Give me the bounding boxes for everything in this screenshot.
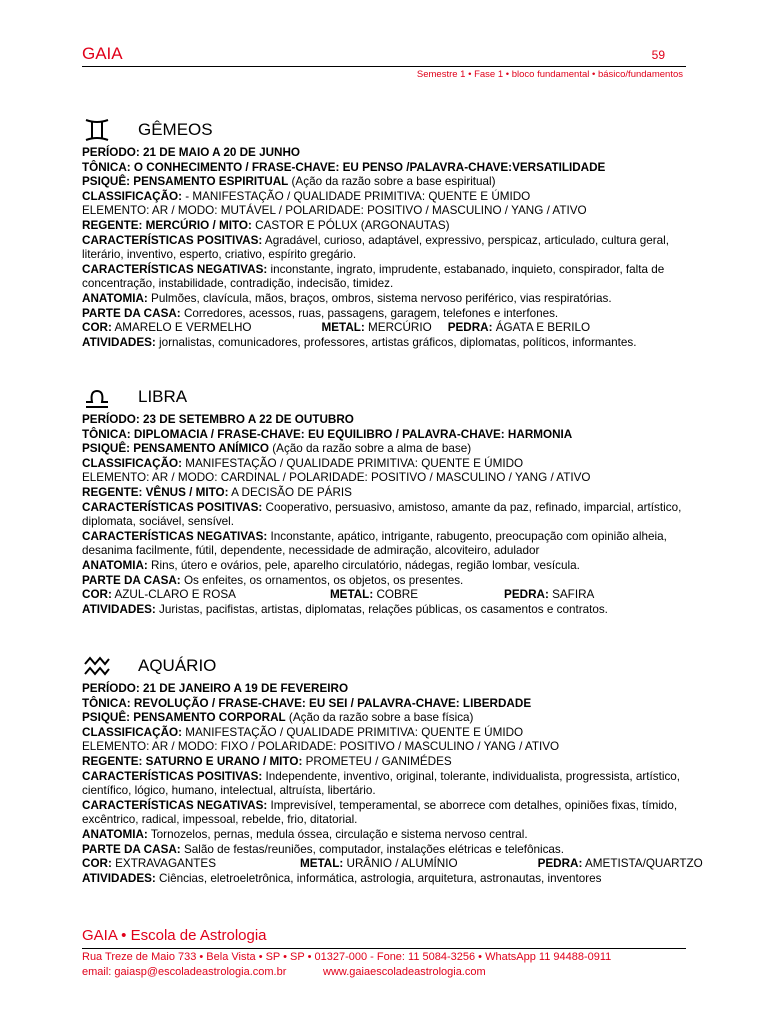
casa-line: PARTE DA CASA: Salão de festas/reuniões, computador, instalações elétricas e telefônicas. — [82, 842, 565, 856]
regente-line: REGENTE: SATURNO E URANO / MITO: PROMETEU / GANIMÉDES — [82, 754, 452, 768]
sign-section-gemini — [82, 116, 692, 350]
sign-heading — [82, 652, 692, 680]
tonica-line: TÔNICA: DIPLOMACIA / FRASE-CHAVE: EU EQUILIBRO / PALAVRA-CHAVE: HARMONIA — [82, 427, 573, 441]
header-subtitle: Semestre 1 • Fase 1 • bloco fundamental • básico/fundamentos — [416, 69, 683, 80]
footer-title: GAIA • Escola de Astrologia — [82, 927, 267, 944]
header-rule — [82, 66, 686, 67]
sign-name: AQUÁRIO — [138, 656, 217, 675]
elemento-line: ELEMENTO: AR / MODO: FIXO / POLARIDADE: POSITIVO / MASCULINO / YANG / ATIVO — [82, 740, 560, 754]
elemento-line: ELEMENTO: AR / MODO: MUTÁVEL / POLARIDADE: POSITIVO / MASCULINO / YANG / ATIVO — [82, 204, 587, 218]
cor-metal-pedra-line: COR: EXTRAVAGANTES METAL: URÂNIO / ALUMÍNIO PEDRA: AMETISTA/QUARTZO — [82, 857, 703, 871]
sign-name: GÊMEOS — [138, 120, 213, 139]
positivas-line: CARACTERÍSTICAS POSITIVAS: Cooperativo, persuasivo, amistoso, amante da paz, refinado, imparcial, artístico, diplomata, sociável, sensível. — [82, 500, 682, 529]
classificacao-line: CLASSIFICAÇÃO: MANIFESTAÇÃO / QUALIDADE PRIMITIVA: QUENTE E ÚMIDO — [82, 456, 524, 470]
regente-line: REGENTE: MERCÚRIO / MITO: CASTOR E PÓLUX (ARGONAUTAS) — [82, 218, 450, 232]
atividades-line: ATIVIDADES: jornalistas, comunicadores, professores, artistas gráficos, diplomatas, políticos, informantes. — [82, 335, 637, 349]
sign-section-libra — [82, 383, 692, 617]
elemento-line: ELEMENTO: AR / MODO: CARDINAL / POLARIDADE: POSITIVO / MASCULINO / YANG / ATIVO — [82, 471, 591, 485]
psique-line: PSIQUÊ: PENSAMENTO ANÍMICO (Ação da razão sobre a alma de base) — [82, 442, 472, 456]
sign-heading — [82, 383, 692, 411]
psique-line: PSIQUÊ: PENSAMENTO ESPIRITUAL (Ação da razão sobre a base espiritual) — [82, 175, 496, 189]
negativas-line: CARACTERÍSTICAS NEGATIVAS: Imprevisível, temperamental, se aborrece com detalhes, opiniões fixas, tímido, excêntrico, radical, impessoal, rebelde, frio, ditatorial. — [82, 798, 678, 827]
sign-section-aquarius — [82, 652, 703, 886]
periodo-line: PERÍODO: 21 DE JANEIRO A 19 DE FEVEREIRO — [82, 682, 349, 695]
anatomia-line: ANATOMIA: Rins, útero e ovários, pele, aparelho circulatório, nádegas, região lombar, vesícula. — [82, 558, 580, 572]
positivas-line: CARACTERÍSTICAS POSITIVAS: Independente, inventivo, original, tolerante, individualista, progressista, artístico, científico, lógico, humano, intelectual, altruísta, libertário. — [82, 769, 681, 798]
libra-icon — [82, 383, 112, 411]
footer-rule — [82, 948, 686, 949]
cor-metal-pedra-line: COR: AZUL-CLARO E ROSA METAL: COBRE PEDRA: SAFIRA — [82, 588, 595, 602]
tonica-line: TÔNICA: O CONHECIMENTO / FRASE-CHAVE: EU PENSO /PALAVRA-CHAVE:VERSATILIDADE — [82, 160, 606, 174]
negativas-line: CARACTERÍSTICAS NEGATIVAS: Inconstante, apático, intrigante, rabugento, preocupação com opinião alheia, desanima facilmente, fútil, dependente, necessidade de admiração, alcoviteiro, adulador — [82, 529, 667, 558]
gemini-icon — [82, 116, 112, 144]
atividades-line: ATIVIDADES: Juristas, pacifistas, artistas, diplomatas, relações públicas, os casamentos e contratos. — [82, 602, 608, 616]
negativas-line: CARACTERÍSTICAS NEGATIVAS: inconstante, ingrato, imprudente, estabanado, inquieto, conspirador, falta de concentração, instabilidade, contradição, indecisão, timidez. — [82, 262, 665, 291]
footer-email-link[interactable]: email: gaiasp@escoladeastrologia.com.br — [82, 966, 287, 978]
aquarius-icon — [82, 652, 112, 680]
anatomia-line: ANATOMIA: Tornozelos, pernas, medula óssea, circulação e sistema nervoso central. — [82, 827, 528, 841]
periodo-line: PERÍODO: 23 DE SETEMBRO A 22 DE OUTUBRO — [82, 413, 354, 426]
classificacao-line: CLASSIFICAÇÃO: MANIFESTAÇÃO / QUALIDADE PRIMITIVA: QUENTE E ÚMIDO — [82, 725, 524, 739]
sign-name: LIBRA — [138, 387, 188, 406]
tonica-line: TÔNICA: REVOLUÇÃO / FRASE-CHAVE: EU SEI / PALAVRA-CHAVE: LIBERDADE — [82, 696, 532, 710]
footer-website-link[interactable]: www.gaiaescoladeastrologia.com — [323, 966, 486, 978]
atividades-line: ATIVIDADES: Ciências, eletroeletrônica, informática, astrologia, arquitetura, astronautas, inventores — [82, 871, 602, 885]
positivas-line: CARACTERÍSTICAS POSITIVAS: Agradável, curioso, adaptável, expressivo, perspicaz, articulado, cultura geral, literário, inventivo, esperto, criativo, espírito gregário. — [82, 233, 669, 262]
page-number: 59 — [651, 48, 665, 62]
header-title: GAIA — [82, 44, 123, 63]
psique-line: PSIQUÊ: PENSAMENTO CORPORAL (Ação da razão sobre a base física) — [82, 711, 474, 725]
casa-line: PARTE DA CASA: Os enfeites, os ornamentos, os objetos, os presentes. — [82, 573, 464, 587]
sign-heading — [82, 116, 692, 144]
periodo-line: PERÍODO: 21 DE MAIO A 20 DE JUNHO — [82, 146, 300, 159]
cor-metal-pedra-line: COR: AMARELO E VERMELHO METAL: MERCÚRIO PEDRA: ÁGATA E BERILO — [82, 321, 591, 335]
regente-line: REGENTE: VÊNUS / MITO: A DECISÃO DE PÁRIS — [82, 485, 352, 499]
footer-address: Rua Treze de Maio 733 • Bela Vista • SP • SP • 01327-000 - Fone: 11 5084-3256 • WhatsApp 11 94488-0911 — [82, 951, 612, 963]
anatomia-line: ANATOMIA: Pulmões, clavícula, mãos, braços, ombros, sistema nervoso periférico, vias respiratórias. — [82, 291, 612, 305]
casa-line: PARTE DA CASA: Corredores, acessos, ruas, passagens, garagem, telefones e interfones. — [82, 306, 559, 320]
classificacao-line: CLASSIFICAÇÃO: - MANIFESTAÇÃO / QUALIDADE PRIMITIVA: QUENTE E ÚMIDO — [82, 189, 531, 203]
